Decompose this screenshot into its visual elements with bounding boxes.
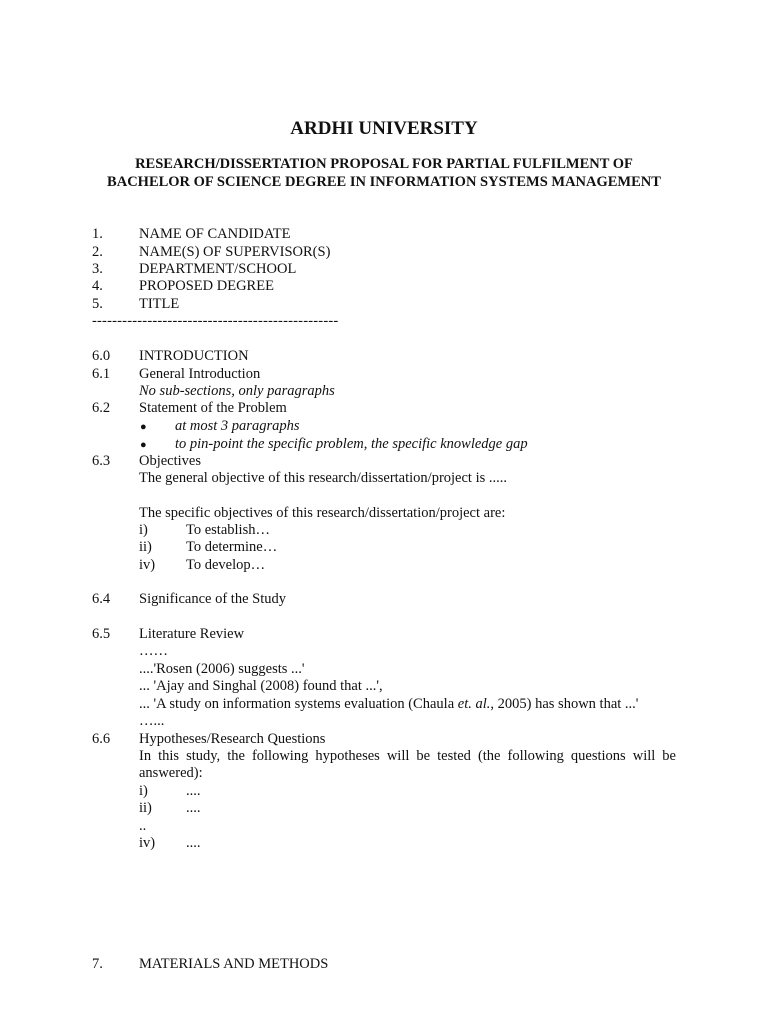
specific-objectives-intro: The specific objectives of this research/dissertation/project are: <box>139 505 506 521</box>
objective-text: To determine… <box>186 539 278 555</box>
hypothesis-marker: .. <box>139 818 147 834</box>
objective-marker: iv) <box>139 557 156 573</box>
section-number: 6.5 <box>92 626 111 642</box>
citation-text: ... 'A study on information systems evaluation (Chaula <box>139 696 458 712</box>
field-number: 5. <box>92 296 103 312</box>
section-note: No sub-sections, only paragraphs <box>139 383 335 399</box>
literature-line: ....'Rosen (2006) suggests ...' <box>139 661 305 677</box>
literature-citation <box>139 696 638 713</box>
objective-marker: ii) <box>139 539 152 555</box>
hypothesis-marker: iv) <box>139 835 156 851</box>
field-number: 4. <box>92 278 103 294</box>
hypothesis-text: .... <box>186 835 201 851</box>
field-label: PROPOSED DEGREE <box>139 278 274 294</box>
literature-line: ... 'Ajay and Singhal (2008) found that ...', <box>139 678 383 694</box>
hypothesis-marker: i) <box>139 783 148 799</box>
section-number: 7. <box>92 956 103 972</box>
section-number: 6.1 <box>92 366 111 382</box>
hypotheses-paragraph: In this study, the following hypotheses will be tested (the following questions will be answered): <box>139 748 676 781</box>
field-label: TITLE <box>139 296 180 312</box>
section-number: 6.0 <box>92 348 111 364</box>
university-title: ARDHI UNIVERSITY <box>290 118 478 139</box>
literature-line: …… <box>139 643 168 659</box>
field-label: NAME OF CANDIDATE <box>139 226 291 242</box>
objective-marker: i) <box>139 522 148 538</box>
hypothesis-marker: ii) <box>139 800 152 816</box>
hypothesis-text: .... <box>186 783 201 799</box>
section-title-literature-review: Literature Review <box>139 626 245 642</box>
field-number: 1. <box>92 226 103 242</box>
separator-line: ------------------------------------------------- <box>92 313 339 329</box>
section-number: 6.2 <box>92 400 111 416</box>
section-number: 6.4 <box>92 591 111 607</box>
bullet-icon: ● <box>140 439 147 451</box>
section-title-objectives: Objectives <box>139 453 202 469</box>
citation-text: , 2005) has shown that ...' <box>490 696 639 712</box>
section-title-significance: Significance of the Study <box>139 591 286 607</box>
general-objective: The general objective of this research/dissertation/project is ..... <box>139 470 508 486</box>
field-label: NAME(S) OF SUPERVISOR(S) <box>139 244 331 260</box>
objective-text: To develop… <box>186 557 266 573</box>
proposal-heading: RESEARCH/DISSERTATION PROPOSAL FOR PARTIAL FULFILMENT OF BACHELOR OF SCIENCE DEGREE IN INFORMATION SYSTEMS MANAGEMENT <box>107 156 661 190</box>
section-title-hypotheses: Hypotheses/Research Questions <box>139 731 326 747</box>
section-title-general-introduction: General Introduction <box>139 366 261 382</box>
literature-line: …... <box>139 713 165 729</box>
field-number: 3. <box>92 261 103 277</box>
citation-etal: et. al. <box>457 696 491 712</box>
section-title-materials-methods: MATERIALS AND METHODS <box>139 956 329 972</box>
objective-text: To establish… <box>186 522 270 538</box>
section-number: 6.6 <box>92 731 111 747</box>
bullet-text: to pin-point the specific problem, the specific knowledge gap <box>175 436 528 452</box>
field-label: DEPARTMENT/SCHOOL <box>139 261 297 277</box>
field-number: 2. <box>92 244 103 260</box>
bullet-text: at most 3 paragraphs <box>175 418 300 434</box>
hypothesis-text: .... <box>186 800 201 816</box>
section-number: 6.3 <box>92 453 111 469</box>
section-title-problem-statement: Statement of the Problem <box>139 400 287 416</box>
section-title-introduction: INTRODUCTION <box>139 348 249 364</box>
bullet-icon: ● <box>140 421 147 433</box>
